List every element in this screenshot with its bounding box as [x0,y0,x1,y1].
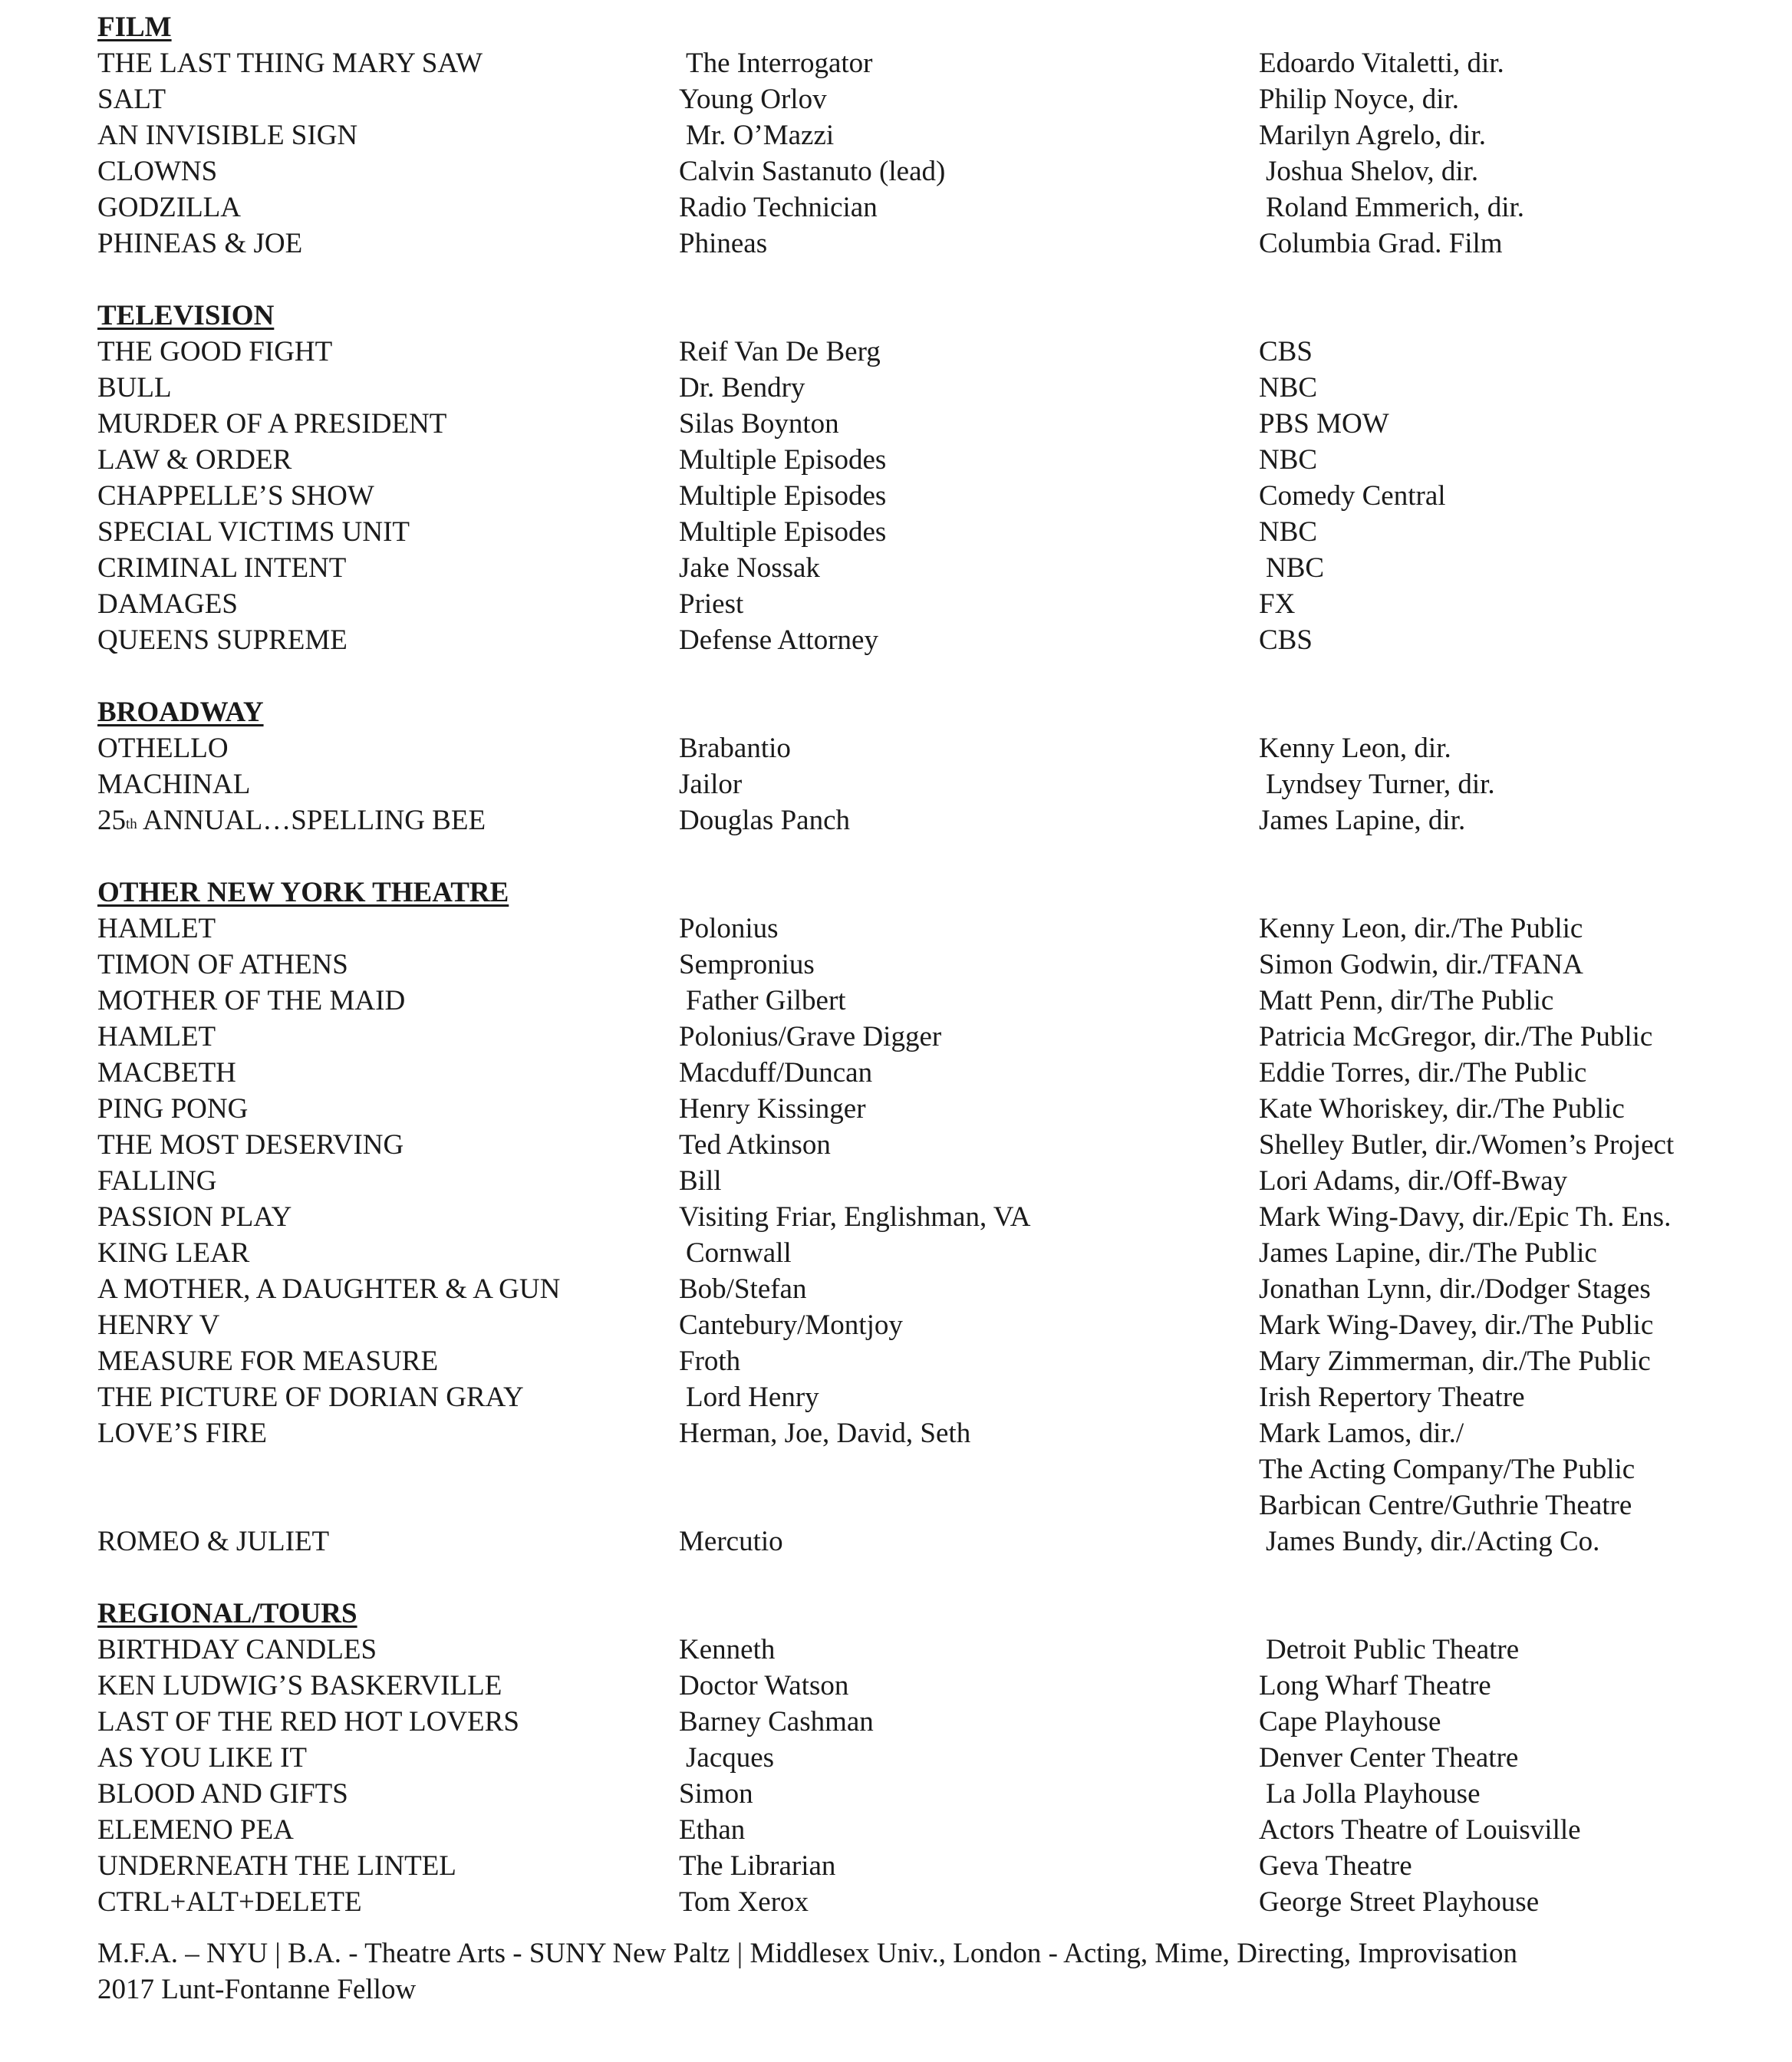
credit-row [97,1091,1747,1127]
credit-row [97,1127,1747,1163]
credit-role: Defense Attorney [679,624,878,656]
fellowship-line: 2017 Lunt-Fontanne Fellow [97,1974,417,2005]
credit-title: HAMLET [97,1021,216,1052]
title-number: 25 [97,805,126,836]
credit-row [97,45,1747,81]
credit-director: James Bundy, dir./Acting Co. [1266,1526,1600,1557]
credit-role: Multiple Episodes [679,444,887,476]
credit-director: Roland Emmerich, dir. [1266,192,1525,223]
credit-director: Matt Penn, dir/The Public [1259,985,1554,1016]
credit-director: Columbia Grad. Film [1259,228,1503,259]
credit-venue: Actors Theatre of Louisville [1259,1814,1581,1846]
credit-role: Lord Henry [686,1382,819,1413]
credit-row [97,1812,1747,1848]
credit-network: NBC [1259,372,1318,404]
credit-row [97,189,1747,226]
credit-title: ROMEO & JULIET [97,1526,330,1557]
credit-row [97,1199,1747,1235]
title-text: ANNUAL…SPELLING BEE [137,805,486,836]
credit-role: Tom Xerox [679,1886,809,1918]
credit-title: BULL [97,372,172,404]
credit-row [97,478,1747,514]
credit-director: Edoardo Vitaletti, dir. [1259,48,1504,79]
credit-director: Patricia McGregor, dir./The Public [1259,1021,1653,1052]
credit-title [97,802,486,843]
credit-row [97,370,1747,406]
credit-line: Mark Lamos, dir./ [1259,1418,1464,1449]
credit-row [97,1523,1747,1560]
credit-title: A MOTHER, A DAUGHTER & A GUN [97,1273,561,1305]
credit-row [97,514,1747,550]
credit-row [97,983,1747,1019]
credit-row [97,1055,1747,1091]
credit-row [97,1776,1747,1812]
credit-role: The Interrogator [686,48,873,79]
credit-role: Ted Atkinson [679,1129,831,1161]
credit-title: PHINEAS & JOE [97,228,303,259]
credit-director: James Lapine, dir. [1259,805,1466,836]
credit-venue: Cape Playhouse [1259,1706,1441,1738]
credit-role: Polonius [679,913,779,944]
credit-row [97,1271,1747,1307]
credit-role: Father Gilbert [686,985,846,1016]
credit-title: PASSION PLAY [97,1201,292,1233]
credit-director: Shelley Butler, dir./Women’s Project [1259,1129,1675,1161]
credit-title: QUEENS SUPREME [97,624,348,656]
credit-title: PING PONG [97,1093,249,1125]
section-broadway [97,694,1747,838]
credit-role: Mercutio [679,1526,783,1557]
credit-title: BLOOD AND GIFTS [97,1778,348,1810]
credit-venue: George Street Playhouse [1259,1886,1540,1918]
training-footer [97,1935,1517,2008]
credit-row [97,622,1747,658]
credit-role: Polonius/Grave Digger [679,1021,942,1052]
credit-role: Jailor [679,769,743,800]
credit-title: LAW & ORDER [97,444,292,476]
credit-role: Radio Technician [679,192,878,223]
credit-title: HENRY V [97,1309,220,1341]
credit-row [97,442,1747,478]
credit-row [97,1632,1747,1668]
credit-row [97,117,1747,153]
section-other-new-york-theatre [97,875,1747,1560]
credit-title: THE LAST THING MARY SAW [97,48,483,79]
section-heading: REGIONAL/TOURS [97,1598,357,1629]
section-television [97,298,1747,658]
credit-row [97,911,1747,947]
credit-venue: Long Wharf Theatre [1259,1670,1491,1701]
credit-title: SPECIAL VICTIMS UNIT [97,516,410,548]
credit-row [97,586,1747,622]
credit-row [97,1704,1747,1740]
credit-title: KING LEAR [97,1237,250,1269]
credit-title: SALT [97,84,166,115]
credit-venue: Denver Center Theatre [1259,1742,1519,1774]
credit-director: Marilyn Agrelo, dir. [1259,120,1486,151]
credit-row [97,1235,1747,1271]
credit-title: CHAPPELLE’S SHOW [97,480,374,512]
credit-role: Calvin Sastanuto (lead) [679,156,946,187]
credit-title: AS YOU LIKE IT [97,1742,308,1774]
credit-role: Reif Van De Berg [679,336,881,367]
credit-role: Bill [679,1165,722,1197]
section-heading: BROADWAY [97,697,264,728]
credit-row [97,1884,1747,1920]
credit-network: CBS [1259,624,1313,656]
credit-row [97,1740,1747,1776]
credit-role: Visiting Friar, Englishman, VA [679,1201,1031,1233]
credit-role: Doctor Watson [679,1670,849,1701]
credit-director: Eddie Torres, dir./The Public [1259,1057,1587,1089]
section-heading: OTHER NEW YORK THEATRE [97,877,509,908]
credit-role: Herman, Joe, David, Seth [679,1418,971,1449]
credit-role: Cornwall [686,1237,792,1269]
credit-role: Jake Nossak [679,552,820,584]
section-heading: FILM [97,12,172,43]
credit-director: Simon Godwin, dir./TFANA [1259,949,1583,980]
credit-title: MURDER OF A PRESIDENT [97,408,447,440]
credit-network: Comedy Central [1259,480,1446,512]
credit-title: LAST OF THE RED HOT LOVERS [97,1706,519,1738]
credit-title: AN INVISIBLE SIGN [97,120,358,151]
credit-row [97,1668,1747,1704]
credit-title: BIRTHDAY CANDLES [97,1634,377,1665]
credit-title: MACHINAL [97,769,251,800]
credit-role: The Librarian [679,1850,836,1882]
section-film [97,9,1747,262]
credit-row [97,802,1747,838]
credit-director: Lyndsey Turner, dir. [1266,769,1495,800]
credit-row [97,1163,1747,1199]
credit-row [97,1848,1747,1884]
credit-role: Henry Kissinger [679,1093,866,1125]
credit-title: THE GOOD FIGHT [97,336,333,367]
credit-director: Mark Wing-Davy, dir./Epic Th. Ens. [1259,1201,1672,1233]
credit-role: Kenneth [679,1634,776,1665]
credit-role: Silas Boynton [679,408,839,440]
credit-role: Bob/Stefan [679,1273,807,1305]
credit-role: Simon [679,1778,753,1810]
credit-row [97,550,1747,586]
credit-row [97,1019,1747,1055]
credit-network: FX [1259,588,1296,620]
credit-director: Mary Zimmerman, dir./The Public [1259,1346,1651,1377]
credit-title: UNDERNEATH THE LINTEL [97,1850,456,1882]
credit-network: CBS [1259,336,1313,367]
resume-credits [97,9,1747,1920]
ordinal-suffix: th [126,816,137,832]
training-line: M.F.A. – NYU | B.A. - Theatre Arts - SUNY New Paltz | Middlesex Univ., London - Acting, Mime, Directing, Improvisation [97,1938,1518,1969]
credit-title: CTRL+ALT+DELETE [97,1886,362,1918]
credit-director: Mark Wing-Davey, dir./The Public [1259,1309,1654,1341]
credit-role: Macduff/Duncan [679,1057,873,1089]
credit-title: GODZILLA [97,192,242,223]
credit-director: James Lapine, dir./The Public [1259,1237,1597,1269]
credit-role: Mr. O’Mazzi [686,120,835,151]
credit-title: THE MOST DESERVING [97,1129,404,1161]
credit-director: Kenny Leon, dir. [1259,733,1451,764]
credit-row [97,334,1747,370]
credit-title: HAMLET [97,913,216,944]
credit-row [97,1307,1747,1343]
credit-role: Multiple Episodes [679,480,887,512]
credit-network: NBC [1266,552,1325,584]
credit-title: MEASURE FOR MEASURE [97,1346,439,1377]
credit-row [97,730,1747,766]
credit-venue: Detroit Public Theatre [1266,1634,1520,1665]
credit-row [97,226,1747,262]
credit-title: MACBETH [97,1057,236,1089]
credit-title: KEN LUDWIG’S BASKERVILLE [97,1670,502,1701]
credit-line: Barbican Centre/Guthrie Theatre [1259,1490,1632,1521]
credit-role: Brabantio [679,733,791,764]
section-heading: TELEVISION [97,300,275,331]
credit-director: Kenny Leon, dir./The Public [1259,913,1583,944]
credit-role: Froth [679,1346,741,1377]
credit-role: Barney Cashman [679,1706,874,1738]
credit-title: LOVE’S FIRE [97,1418,267,1449]
credit-role: Jacques [686,1742,775,1774]
credit-row [97,153,1747,189]
credit-role: Ethan [679,1814,746,1846]
credit-row [97,406,1747,442]
credit-role: Multiple Episodes [679,516,887,548]
credit-title: DAMAGES [97,588,238,620]
credit-title: ELEMENO PEA [97,1814,294,1846]
credit-director: Jonathan Lynn, dir./Dodger Stages [1259,1273,1651,1305]
credit-title: OTHELLO [97,733,229,764]
credit-row [97,766,1747,802]
credit-director: Joshua Shelov, dir. [1266,156,1479,187]
credit-venue: Geva Theatre [1259,1850,1412,1882]
credit-role: Phineas [679,228,768,259]
credit-title: CRIMINAL INTENT [97,552,347,584]
credit-role: Cantebury/Montjoy [679,1309,903,1341]
credit-row [97,947,1747,983]
credit-role: Sempronius [679,949,815,980]
credit-network: NBC [1259,444,1318,476]
credit-director [1259,1415,1635,1523]
credit-role: Dr. Bendry [679,372,805,404]
credit-director: Philip Noyce, dir. [1259,84,1460,115]
credit-title: THE PICTURE OF DORIAN GRAY [97,1382,524,1413]
credit-row [97,1415,1747,1523]
credit-line: The Acting Company/The Public [1259,1454,1636,1485]
credit-title: TIMON OF ATHENS [97,949,348,980]
credit-title: MOTHER OF THE MAID [97,985,406,1016]
credit-row [97,1343,1747,1379]
credit-row [97,81,1747,117]
credit-director: Lori Adams, dir./Off-Bway [1259,1165,1568,1197]
credit-role: Young Orlov [679,84,827,115]
credit-row [97,1379,1747,1415]
credit-title: FALLING [97,1165,217,1197]
credit-director: Kate Whoriskey, dir./The Public [1259,1093,1625,1125]
section-regional-tours [97,1596,1747,1920]
credit-network: PBS MOW [1259,408,1389,440]
credit-role: Priest [679,588,744,620]
credit-venue: La Jolla Playhouse [1266,1778,1481,1810]
credit-title: CLOWNS [97,156,218,187]
credit-network: NBC [1259,516,1318,548]
credit-director: Irish Repertory Theatre [1259,1382,1525,1413]
credit-role: Douglas Panch [679,805,850,836]
